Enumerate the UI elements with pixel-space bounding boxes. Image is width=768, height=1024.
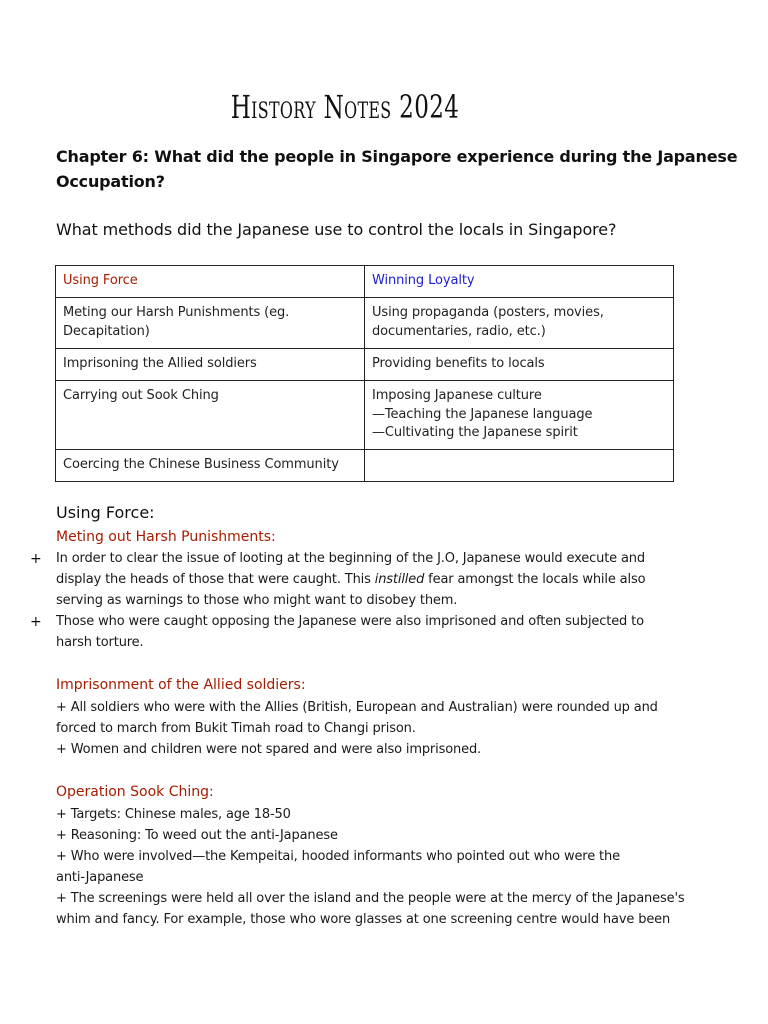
- text-line: serving as warnings to those who might want to disobey them.: [56, 593, 458, 608]
- harsh-bullet-1: [56, 548, 686, 611]
- bullet-plus-icon: +: [30, 614, 42, 630]
- text-line: harsh torture.: [56, 635, 144, 650]
- text-line: forced to march from Bukit Timah road to Changi prison.: [56, 721, 416, 736]
- text-line: + Targets: Chinese males, age 18-50: [56, 807, 291, 822]
- text-line: + Reasoning: To weed out the anti-Japanese: [56, 828, 338, 843]
- table-cell: [56, 298, 365, 349]
- chapter-heading: [56, 144, 738, 194]
- sook-ching-subheading: Operation Sook Ching:: [56, 784, 214, 800]
- header-using-force: Using Force: [63, 273, 138, 288]
- table-row: [56, 349, 674, 381]
- cell-line: documentaries, radio, etc.): [372, 323, 546, 339]
- table-cell: Coercing the Chinese Business Community: [56, 450, 365, 482]
- text-line: whim and fancy. For example, those who wore glasses at one screening centre would have been: [56, 912, 671, 927]
- header-winning-loyalty: Winning Loyalty: [372, 273, 475, 288]
- table-cell: [365, 450, 674, 482]
- cell-line: —Cultivating the Japanese spirit: [372, 425, 578, 440]
- text-line: Those who were caught opposing the Japanese were also imprisoned and often subjected to: [56, 614, 644, 629]
- text-line: In order to clear the issue of looting at the beginning of the J.O, Japanese would execute and: [56, 551, 645, 566]
- chapter-heading-line-2: Occupation?: [56, 172, 165, 191]
- table-header-row: [56, 266, 674, 298]
- cell-line: Using propaganda (posters, movies,: [372, 305, 604, 320]
- text-line: + The screenings were held all over the island and the people were at the mercy of the Japanese's: [56, 891, 685, 906]
- cell-line: —Teaching the Japanese language: [372, 406, 593, 422]
- allied-paragraph: [56, 697, 686, 760]
- table-header-cell: [56, 266, 365, 298]
- chapter-heading-line-1: Chapter 6: What did the people in Singapore experience during the Japanese: [56, 147, 738, 166]
- sook-ching-paragraph: [56, 804, 686, 930]
- using-force-heading: Using Force:: [56, 503, 155, 522]
- italic-emphasis: instilled: [374, 572, 425, 587]
- text-line: + Who were involved—the Kempeitai, hooded informants who pointed out who were the: [56, 849, 620, 864]
- cell-line: Imposing Japanese culture: [372, 388, 542, 403]
- harsh-bullet-2: [56, 611, 686, 653]
- section-question: What methods did the Japanese use to control the locals in Singapore?: [56, 220, 617, 239]
- table-row: [56, 298, 674, 349]
- cell-line: Meting our Harsh Punishments (eg.: [63, 305, 290, 320]
- table-cell: Imprisoning the Allied soldiers: [56, 349, 365, 381]
- text-span: fear amongst the locals while also: [424, 572, 646, 587]
- table-cell: Carrying out Sook Ching: [56, 381, 365, 450]
- methods-table: [55, 265, 674, 482]
- table-cell: [365, 298, 674, 349]
- cell-line: Decapitation): [63, 323, 150, 339]
- text-line: + All soldiers who were with the Allies (British, European and Australian) were rounded up and: [56, 700, 658, 715]
- table-header-cell: [365, 266, 674, 298]
- table-row: [56, 381, 674, 450]
- bullet-plus-icon: +: [30, 551, 42, 567]
- page-title: History Notes 2024: [230, 88, 460, 126]
- text-line: anti-Japanese: [56, 870, 144, 885]
- table-row: [56, 450, 674, 482]
- table-cell: Providing benefits to locals: [365, 349, 674, 381]
- text-line: [56, 569, 686, 590]
- harsh-punishments-subheading: Meting out Harsh Punishments:: [56, 529, 276, 545]
- text-line: + Women and children were not spared and were also imprisoned.: [56, 742, 482, 757]
- table-cell: [365, 381, 674, 450]
- text-span: display the heads of those that were caught. This: [56, 572, 375, 587]
- allied-soldiers-subheading: Imprisonment of the Allied soldiers:: [56, 677, 306, 693]
